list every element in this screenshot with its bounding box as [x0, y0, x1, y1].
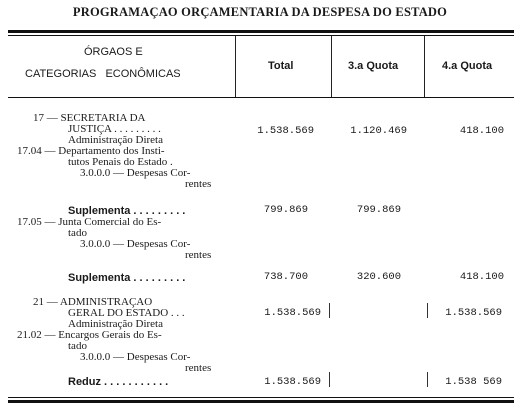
row-admin-direta-2: Administração Direta — [68, 318, 163, 330]
row-17-04-cont: tutos Penais do Estado . — [68, 156, 173, 168]
quota3-suplementa-1: 799.869 — [356, 204, 401, 216]
row-3000-2: 3.0.0.0 — Despesas Cor- — [80, 238, 191, 250]
row-17-04: 17.04 — Departamento dos Insti- — [17, 145, 165, 157]
header-quota-4: 4.a Quota — [442, 60, 493, 72]
row-admin-direta-1: Administração Direta — [68, 134, 163, 146]
quota3-suplementa-2: 320.600 — [356, 271, 401, 283]
total-suplementa-2: 738.700 — [263, 271, 308, 283]
header-total: Total — [268, 60, 294, 72]
total-21: 1.538.569 — [264, 307, 321, 319]
row-17-05-cont: tado — [68, 227, 87, 239]
quota4-21: 1.538.569 — [445, 307, 502, 319]
total-suplementa-1: 799.869 — [263, 204, 308, 216]
margin-bar-reduz-left — [329, 372, 330, 387]
page-title: PROGRAMAÇAO ORÇAMENTARIA DA DESPESA DO ESTADO — [72, 5, 448, 19]
quota4-reduz: 1.538 569 — [445, 376, 502, 388]
row-21-geral: GERAL DO ESTADO . . . — [68, 307, 185, 319]
row-suplementa-2: Suplementa . . . . . . . . . — [68, 272, 186, 284]
row-correntes-2: rentes — [185, 249, 212, 261]
row-21-administracao: 21 — ADMINISTRAÇAO — [33, 296, 153, 308]
header-divider-1 — [235, 36, 236, 97]
row-17-justica: JUSTIÇA . . . . . . . . . — [68, 123, 161, 135]
total-17: 1.538.569 — [257, 125, 314, 137]
row-3000-3: 3.0.0.0 — Despesas Cor- — [80, 351, 191, 363]
margin-bar-21-left — [329, 303, 330, 318]
row-21-02-cont: tado — [68, 340, 87, 352]
top-rule-thin — [8, 35, 514, 36]
bottom-rule-thick — [8, 400, 514, 403]
row-suplementa-1: Suplementa . . . . . . . . . — [68, 205, 186, 217]
header-categories-line2: CATEGORIAS ECONÔMICAS — [25, 68, 181, 80]
row-21-02: 21.02 — Encargos Gerais do Es- — [17, 329, 162, 341]
header-divider-2 — [331, 36, 332, 97]
row-reduz: Reduz . . . . . . . . . . . — [68, 376, 169, 388]
quota4-suplementa-2: 418.100 — [459, 271, 504, 283]
row-correntes-3: rentes — [185, 362, 212, 374]
quota4-17: 418.100 — [459, 125, 504, 137]
row-correntes-1: rentes — [185, 178, 212, 190]
row-3000-1: 3.0.0.0 — Despesas Cor- — [80, 167, 191, 179]
row-17-05: 17.05 — Junta Comercial do Es- — [17, 216, 162, 228]
total-reduz: 1.538.569 — [264, 376, 321, 388]
header-rule — [8, 97, 514, 98]
header-categories-line1: ÓRGAOS E — [84, 46, 143, 58]
quota3-17: 1.120.469 — [350, 125, 407, 137]
bottom-rule-thin — [8, 397, 514, 398]
row-17-secretaria: 17 — SECRETARIA DA — [33, 112, 146, 124]
header-quota-3: 3.a Quota — [348, 60, 399, 72]
top-rule-thick — [8, 30, 514, 33]
header-divider-3 — [424, 36, 425, 97]
